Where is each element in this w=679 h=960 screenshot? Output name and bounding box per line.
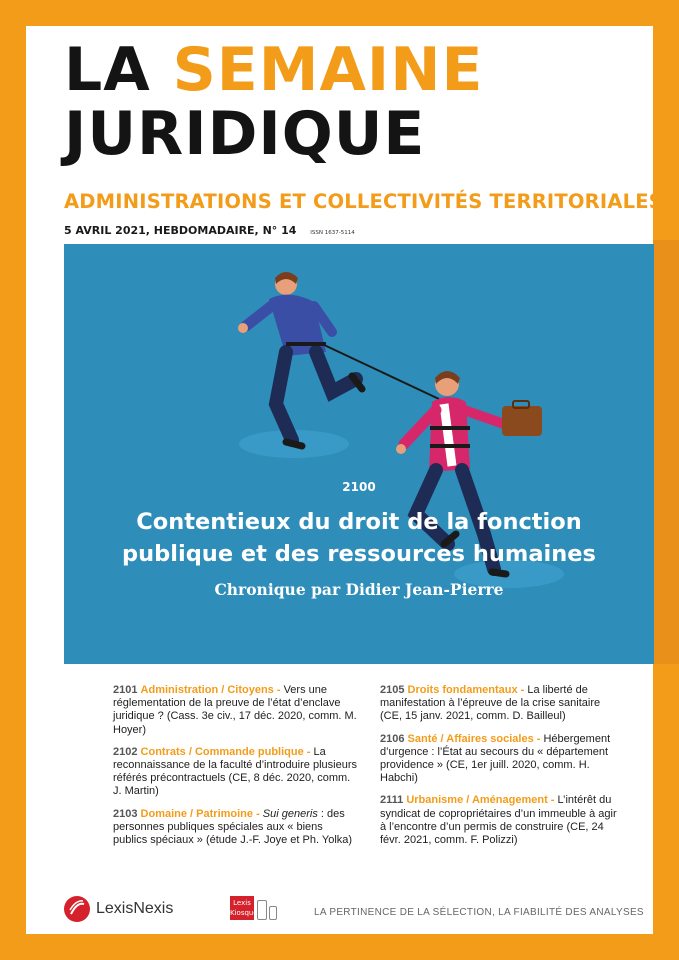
summary-entry[interactable]	[380, 733, 625, 786]
dossier-title-line-1: Contentieux du droit de la fonction	[136, 509, 582, 535]
entry-text: La reconnaissance de la faculté d’introduire plusieurs référés précontractuels (CE, 8 déc. 2020, comm. J. Martin)	[113, 745, 357, 798]
entry-number: 2101	[113, 684, 138, 696]
kiosque-label-1: Lexis	[233, 899, 251, 907]
kiosque-icon	[230, 896, 258, 920]
entry-text: La liberté de manifestation à l’épreuve de la crise sanitaire (CE, 15 janv. 2021, comm. D. Bailleul)	[380, 684, 601, 723]
entry-italic: Sui generis	[259, 807, 318, 820]
entry-number: 2111	[380, 794, 404, 807]
lexisnexis-emblem-icon	[64, 896, 90, 922]
issue-dateline	[64, 224, 355, 237]
lexis-kiosque-badge[interactable]	[230, 896, 277, 920]
masthead-line-1	[64, 35, 624, 105]
summary-entry[interactable]	[113, 684, 358, 737]
orange-margin-band	[653, 240, 679, 664]
masthead-la: LA	[64, 35, 151, 105]
summary-entry[interactable]	[113, 808, 358, 848]
summary-entry[interactable]	[380, 794, 625, 847]
dossier-title-line-2: publique et des ressources humaines	[122, 541, 596, 567]
dossier-author: Chronique par Didier Jean-Pierre	[214, 580, 504, 599]
footer-tagline: LA PERTINENCE DE LA SÉLECTION, LA FIABILITÉ DES ANALYSES	[314, 907, 644, 918]
running-men-illustration	[64, 244, 654, 664]
entry-text: Hébergement d’urgence : l’État au secours du « département providence » (CE, 1er juill. 2020, comm. H. Habchi)	[380, 732, 611, 785]
entry-category: Domaine / Patrimoine -	[140, 807, 260, 820]
summary-entry[interactable]	[113, 746, 358, 799]
entry-number: 2102	[113, 745, 138, 758]
dossier-number: 2100	[342, 480, 376, 494]
summary-entry[interactable]	[380, 684, 625, 724]
entry-category: Urbanisme / Aménagement -	[406, 794, 555, 807]
phone-icon	[269, 906, 277, 920]
entry-number: 2105	[380, 684, 405, 696]
entry-category: Santé / Affaires sociales -	[407, 732, 541, 745]
journal-subtitle: ADMINISTRATIONS ET COLLECTIVITÉS TERRITORIALES	[64, 190, 664, 213]
issn: ISSN 1637-5114	[310, 230, 355, 236]
masthead-semaine: SEMAINE	[172, 35, 484, 105]
summary-column-right	[380, 684, 625, 856]
tablet-icon	[257, 900, 267, 920]
entry-category: Contrats / Commande publique -	[140, 745, 311, 758]
entry-text: Vers une réglementation de la preuve de l’état d’enclave juridique ? (Cass. 3e civ., 17 déc. 2020, comm. M. Hoyer)	[113, 684, 357, 736]
dossier-title	[64, 506, 654, 570]
entry-text: : des personnes publiques spéciales aux « biens publics spéciaux » (étude J.-F. Joye et Ph. Yolka)	[113, 807, 353, 847]
publisher-name: LexisNexis	[96, 900, 174, 917]
entry-text: L’intérêt du syndicat de copropriétaires d’un immeuble à agir à l’encontre d’un permis de construire (CE, 24 févr. 2021, comm. F. Polizzi)	[380, 794, 617, 847]
entry-number: 2103	[113, 807, 138, 820]
masthead-juridique: JURIDIQUE	[64, 99, 426, 169]
lexisnexis-logo[interactable]	[64, 896, 173, 922]
entry-number: 2106	[380, 732, 405, 745]
entry-category: Administration / Citoyens -	[140, 684, 281, 696]
summary-column-left	[113, 684, 358, 856]
issue-date: 5 AVRIL 2021, HEBDOMADAIRE, N° 14	[64, 224, 297, 237]
kiosque-label-2: Kiosque	[230, 909, 258, 917]
hero-banner	[64, 244, 654, 664]
entry-category: Droits fondamentaux -	[407, 684, 525, 696]
masthead	[64, 35, 624, 169]
